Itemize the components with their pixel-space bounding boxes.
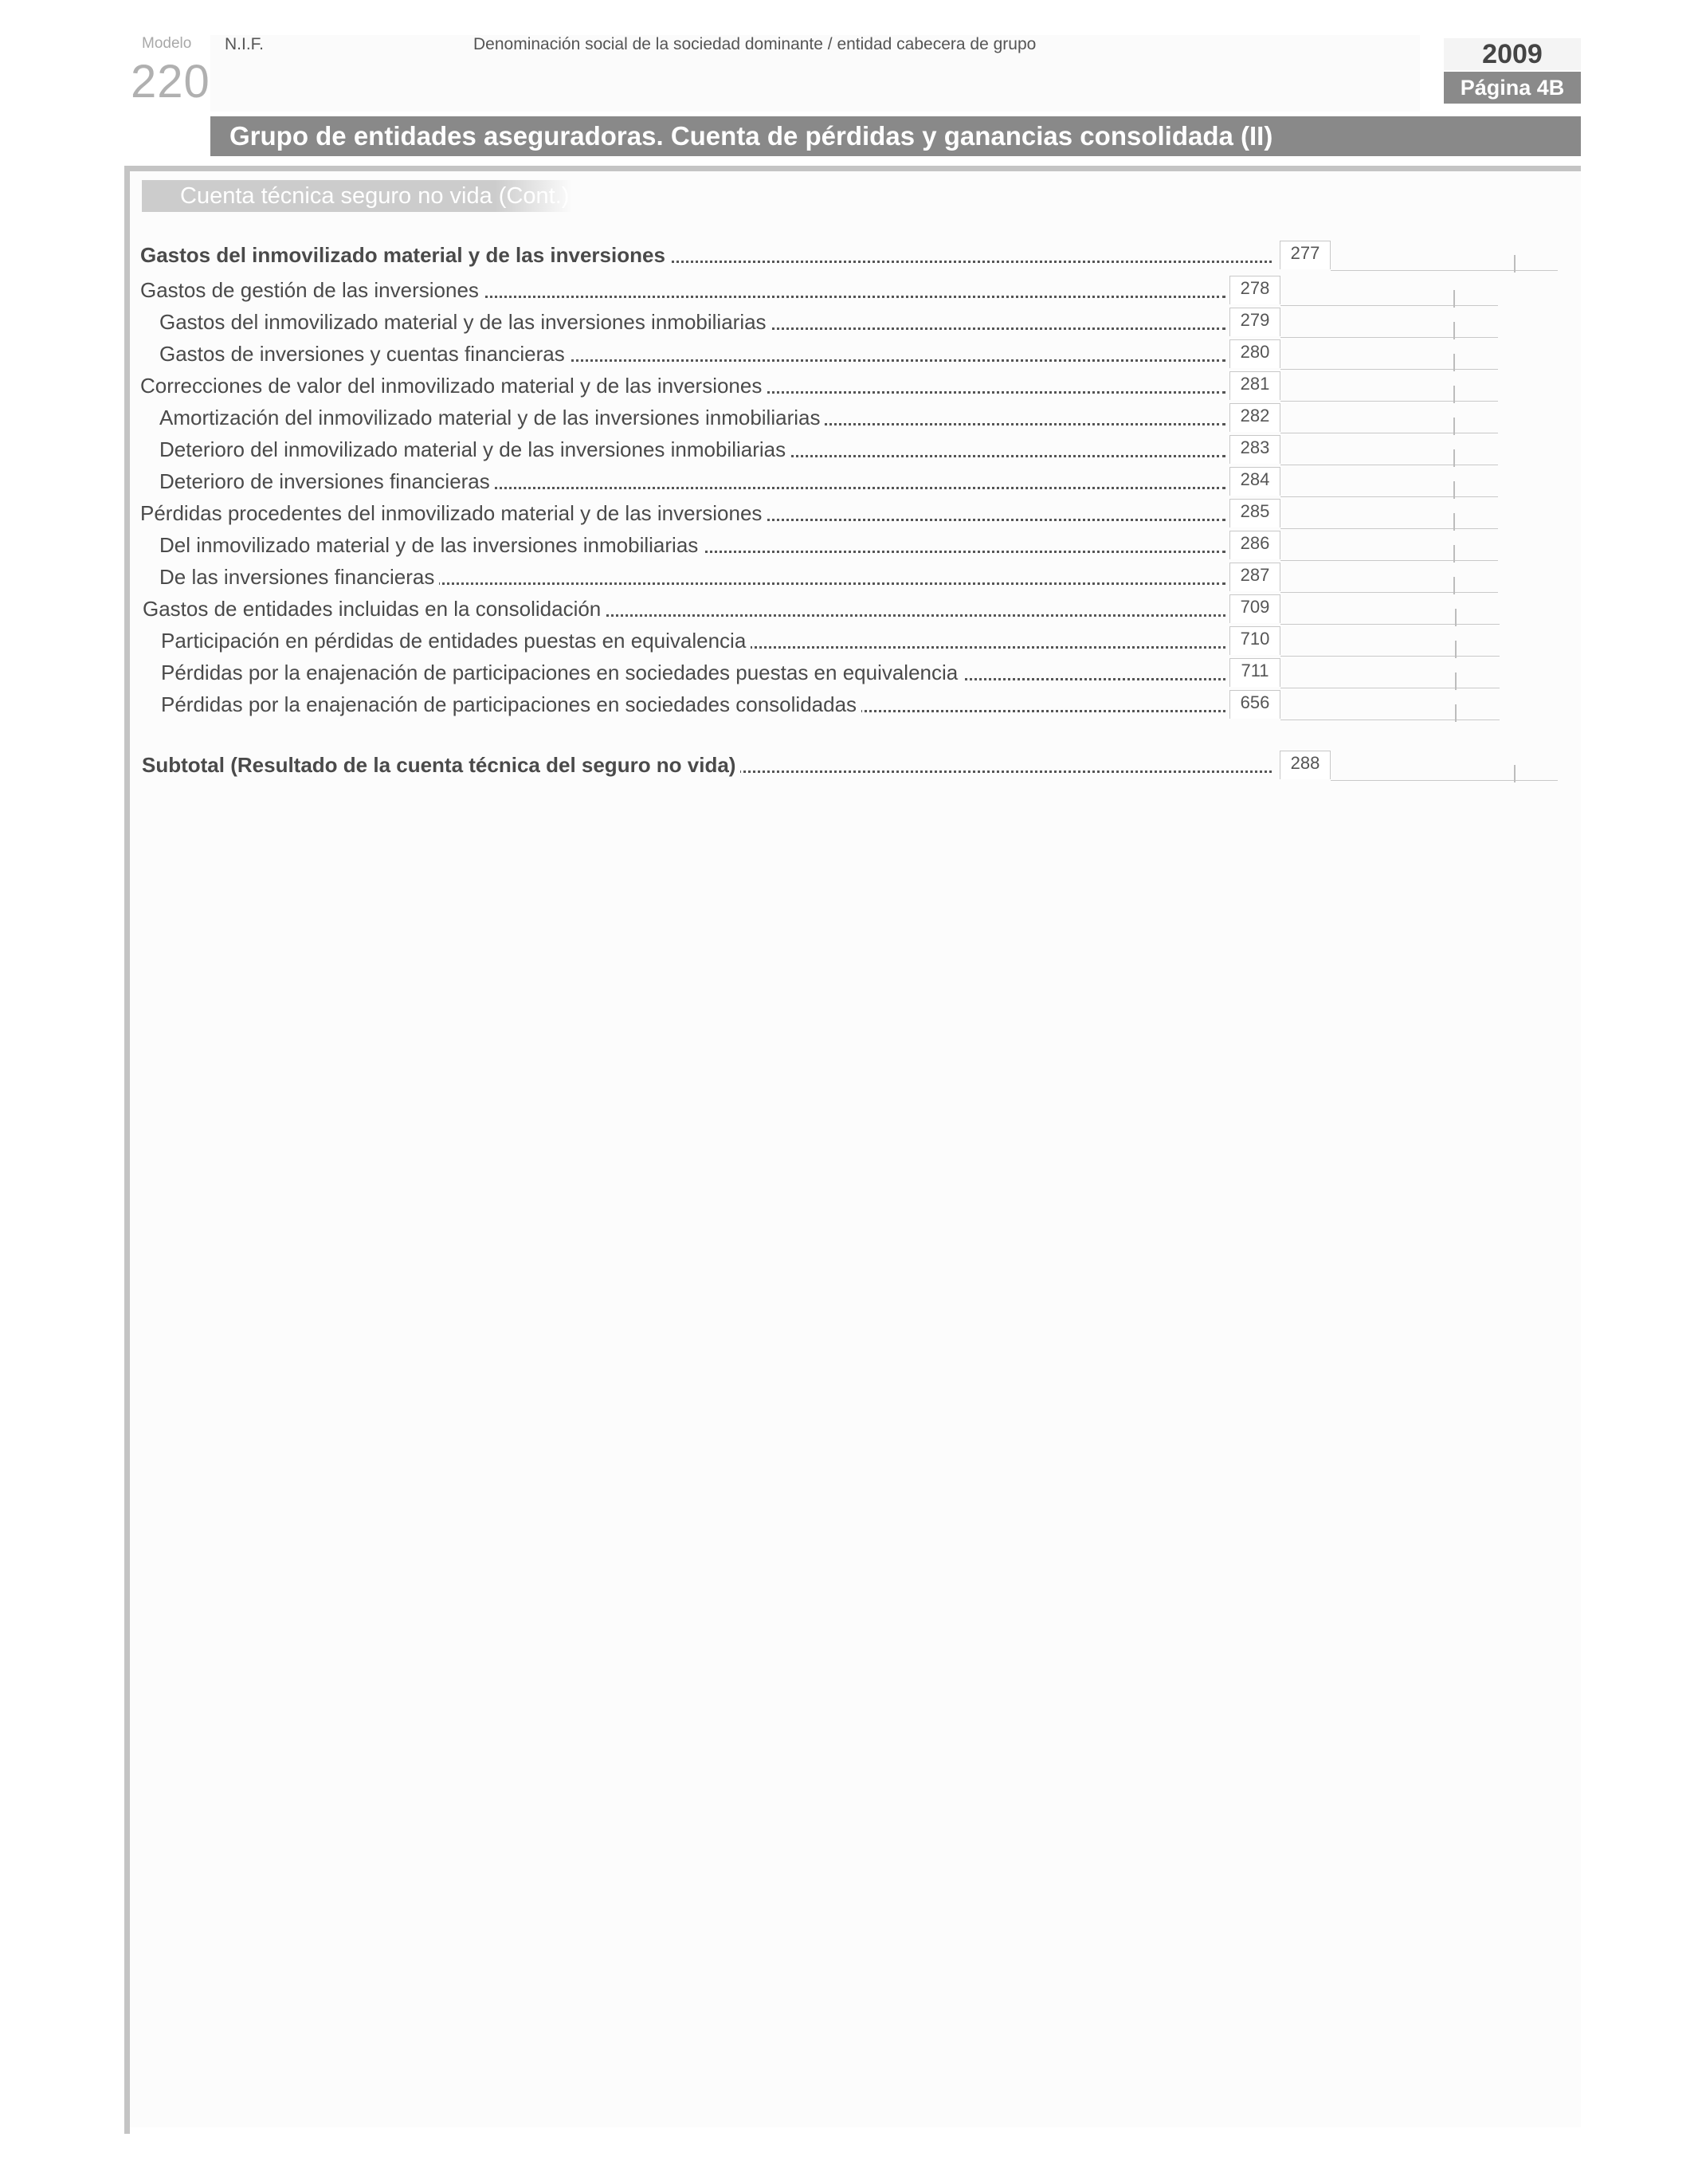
amount-field-656[interactable] [1280, 690, 1500, 720]
row-label-text: Gastos de gestión de las inversiones [140, 278, 484, 302]
amount-field-278[interactable] [1280, 276, 1498, 306]
box-code: 286 [1229, 531, 1280, 559]
amount-field-288[interactable] [1331, 751, 1558, 781]
row-label [161, 629, 751, 653]
box-code: 280 [1229, 339, 1280, 368]
row-label-text: Del inmovilizado material y de las inversiones inmobiliarias [159, 533, 703, 557]
denominacion-label: Denominación social de la sociedad dominante / entidad cabecera de grupo [473, 35, 1037, 53]
modelo-number: 220 [131, 56, 210, 108]
row-label [140, 243, 670, 268]
decimal-separator-tick [1453, 418, 1455, 435]
row-label-text: Amortización del inmovilizado material y de las inversiones inmobiliarias [159, 406, 825, 429]
page-badge: Página 4B [1444, 72, 1581, 104]
box-code: 278 [1229, 276, 1280, 304]
row-label-text: Pérdidas por la enajenación de participaciones en sociedades consolidadas [161, 692, 861, 716]
box-code: 288 [1280, 751, 1331, 779]
row-label [159, 469, 495, 494]
decimal-separator-tick [1453, 513, 1455, 531]
decimal-separator-tick [1514, 765, 1516, 782]
amount-field-279[interactable] [1280, 308, 1498, 338]
row-label-text: Participación en pérdidas de entidades puestas en equivalencia [161, 629, 751, 653]
modelo-label: Modelo [142, 35, 192, 52]
section-title: Cuenta técnica seguro no vida (Cont.) [142, 180, 572, 212]
row-label-text: Gastos de entidades incluidas en la consolidación [143, 597, 606, 621]
decimal-separator-tick [1455, 704, 1457, 722]
row-label [161, 661, 963, 685]
decimal-separator-tick [1514, 255, 1516, 273]
decimal-separator-tick [1453, 290, 1455, 308]
row-label [159, 342, 570, 367]
amount-field-282[interactable] [1280, 403, 1498, 433]
box-code: 711 [1229, 658, 1280, 687]
row-label-text: Pérdidas por la enajenación de participaciones en sociedades puestas en equivalencia [161, 661, 963, 684]
box-code: 277 [1280, 241, 1331, 269]
frame-top-border [124, 166, 1581, 171]
form-row-281 [0, 371, 1694, 400]
decimal-separator-tick [1453, 577, 1455, 594]
box-code: 710 [1229, 626, 1280, 655]
form-row-288 [0, 751, 1694, 779]
form-row-285 [0, 499, 1694, 527]
box-code: 709 [1229, 594, 1280, 623]
form-row-711 [0, 658, 1694, 687]
row-label-text: Gastos de inversiones y cuentas financieras [159, 342, 570, 366]
row-label-text: Correcciones de valor del inmovilizado material y de las inversiones [140, 374, 767, 398]
amount-field-280[interactable] [1280, 339, 1498, 370]
decimal-separator-tick [1453, 386, 1455, 403]
row-label [140, 278, 484, 303]
form-row-656 [0, 690, 1694, 719]
amount-field-283[interactable] [1280, 435, 1498, 465]
form-row-284 [0, 467, 1694, 496]
form-row-282 [0, 403, 1694, 432]
box-code: 281 [1229, 371, 1280, 400]
decimal-separator-tick [1455, 672, 1457, 690]
row-label [159, 565, 439, 590]
amount-field-284[interactable] [1280, 467, 1498, 497]
row-label [140, 374, 767, 398]
nif-label: N.I.F. [225, 35, 265, 53]
box-code: 656 [1229, 690, 1280, 719]
row-label [143, 597, 606, 621]
box-code: 282 [1229, 403, 1280, 432]
decimal-separator-tick [1453, 322, 1455, 339]
row-label-text: Gastos del inmovilizado material y de las inversiones [140, 243, 670, 267]
box-code: 279 [1229, 308, 1280, 336]
row-label [159, 406, 825, 430]
form-row-283 [0, 435, 1694, 464]
form-row-280 [0, 339, 1694, 368]
decimal-separator-tick [1453, 481, 1455, 499]
form-row-277 [0, 241, 1694, 269]
decimal-separator-tick [1455, 641, 1457, 658]
box-code: 287 [1229, 563, 1280, 591]
row-label-text: Deterioro del inmovilizado material y de las inversiones inmobiliarias [159, 437, 790, 461]
row-label-text: Pérdidas procedentes del inmovilizado material y de las inversiones [140, 501, 767, 525]
row-label [140, 501, 767, 526]
amount-field-281[interactable] [1280, 371, 1498, 402]
amount-field-277[interactable] [1331, 241, 1558, 271]
form-row-286 [0, 531, 1694, 559]
amount-field-287[interactable] [1280, 563, 1498, 593]
row-label [159, 310, 771, 335]
row-label [159, 533, 703, 558]
form-row-287 [0, 563, 1694, 591]
amount-field-286[interactable] [1280, 531, 1498, 561]
decimal-separator-tick [1453, 354, 1455, 371]
row-label [142, 753, 740, 778]
decimal-separator-tick [1455, 609, 1457, 626]
box-code: 285 [1229, 499, 1280, 527]
row-label [161, 692, 861, 717]
row-label-text: Subtotal (Resultado de la cuenta técnica del seguro no vida) [142, 753, 740, 777]
decimal-separator-tick [1453, 545, 1455, 563]
box-code: 284 [1229, 467, 1280, 496]
decimal-separator-tick [1453, 449, 1455, 467]
year: 2009 [1482, 39, 1543, 69]
row-label-text: De las inversiones financieras [159, 565, 439, 589]
row-label-text: Deterioro de inversiones financieras [159, 469, 495, 493]
box-code: 283 [1229, 435, 1280, 464]
page-title: Grupo de entidades aseguradoras. Cuenta de pérdidas y ganancias consolidada (II) [210, 116, 1581, 156]
form-row-710 [0, 626, 1694, 655]
form-row-278 [0, 276, 1694, 304]
amount-field-709[interactable] [1280, 594, 1500, 625]
amount-field-285[interactable] [1280, 499, 1498, 529]
row-label [159, 437, 790, 462]
amount-field-710[interactable] [1280, 626, 1500, 657]
amount-field-711[interactable] [1280, 658, 1500, 688]
row-label-text: Gastos del inmovilizado material y de las inversiones inmobiliarias [159, 310, 771, 334]
form-row-279 [0, 308, 1694, 336]
form-row-709 [0, 594, 1694, 623]
